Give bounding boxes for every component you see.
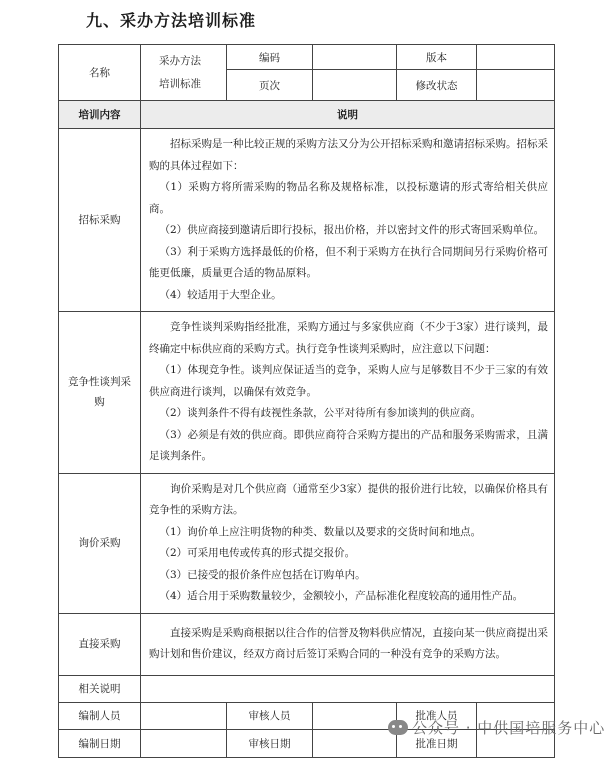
approved-date-label: 批准日期	[397, 729, 477, 757]
revision-label: 修改状态	[397, 70, 477, 101]
section-name: 竞争性谈判采购	[59, 312, 141, 474]
paragraph: （4）较适用于大型企业。	[159, 288, 282, 301]
paragraph: （2）供应商接到邀请后即行投标，报出价格，并以密封文件的形式寄回采购单位。	[159, 224, 545, 236]
paragraph: 招标采购是一种比较正规的采购方法又分为公开招标采购和邀请招标采购。招标采购的具体过程如下：	[149, 138, 548, 172]
reviewed-date-value	[313, 729, 397, 757]
wechat-icon	[388, 720, 408, 735]
training-standard-table	[58, 44, 555, 758]
watermark	[388, 717, 605, 738]
paragraph: （1）体现竞争性。谈判应保证适当的竞争，采购人应与足够数目不少于三家的有效供应商进行谈判，以确保有效竞争。	[149, 364, 548, 398]
doc-name-line2: 培训标准	[159, 77, 201, 90]
notes-label: 相关说明	[59, 675, 141, 702]
version-value	[477, 45, 555, 70]
paragraph: 竞争性谈判采购指经批准，采购方通过与多家供应商（不少于3家）进行谈判，最终确定中标供应商的采购方式。执行竞争性谈判采购时，应注意以下问题：	[149, 321, 548, 355]
prepared-date-value	[141, 729, 227, 757]
section-name: 直接采购	[59, 613, 141, 675]
paragraph: （1）询价单上应注明货物的种类、数量以及要求的交货时间和地点。	[159, 525, 482, 538]
section-name: 招标采购	[59, 129, 141, 312]
paragraph: 询价采购是对几个供应商（通常至少3家）提供的报价进行比较，以确保价格具有竞争性的采购方法。	[149, 482, 548, 516]
section-name: 询价采购	[59, 473, 141, 613]
paragraph: 直接采购是采购商根据以往合作的信誉及物料供应情况，直接向某一供应商提出采购计划和售价建议，经双方商讨后签订采购合同的一种没有竞争的采购方法。	[149, 626, 548, 660]
page-label: 页次	[227, 70, 313, 101]
paragraph: （4）适合用于采购数量较少，金额较小，产品标准化程度较高的通用性产品。	[159, 590, 524, 602]
column-header-content: 培训内容	[59, 101, 141, 129]
version-label: 版本	[397, 45, 477, 70]
prepared-by-value	[141, 702, 227, 729]
paragraph: （3）已接受的报价条件应包括在订购单内。	[159, 568, 366, 581]
table-row	[59, 129, 555, 312]
page-title: 九、采办方法培训标准	[86, 11, 257, 30]
table-row	[59, 473, 555, 613]
paragraph: （1）采购方将所需采购的物品名称及规格标准，以投标邀请的形式寄给相关供应商。	[149, 181, 548, 215]
paragraph: （3）利于采购方选择最低的价格，但不利于采购方在执行合同期间另行采购价格可能更低廉，质量更合适的物品原料。	[149, 245, 548, 279]
section-description	[141, 312, 555, 474]
page-value	[313, 70, 397, 101]
table-row	[59, 312, 555, 474]
reviewed-by-value	[313, 702, 397, 729]
code-value	[313, 45, 397, 70]
paragraph: （2）谈判条件不得有歧视性条款，公平对待所有参加谈判的供应商。	[159, 407, 482, 419]
section-description	[141, 613, 555, 675]
table-row	[59, 613, 555, 675]
approved-by-label: 批准人员	[397, 702, 477, 729]
name-label: 名称	[59, 45, 141, 101]
prepared-by-label: 编制人员	[59, 702, 141, 729]
section-description	[141, 473, 555, 613]
paragraph: （3）必须是有效的供应商。即供应商符合采购方提出的产品和服务采购需求，且满足谈判条件。	[149, 428, 548, 462]
doc-name-cell	[141, 45, 227, 101]
code-label: 编码	[227, 45, 313, 70]
paragraph: （2）可采用电传或传真的形式提交报价。	[159, 547, 356, 559]
column-header-description: 说明	[141, 101, 555, 129]
doc-name-line1: 采办方法	[159, 54, 201, 67]
watermark-text: 公众号 · 中供国培服务中心	[412, 719, 606, 737]
section-description	[141, 129, 555, 312]
prepared-date-label: 编制日期	[59, 729, 141, 757]
notes-value	[141, 675, 555, 702]
reviewed-date-label: 审核日期	[227, 729, 313, 757]
revision-value	[477, 70, 555, 101]
reviewed-by-label: 审核人员	[227, 702, 313, 729]
